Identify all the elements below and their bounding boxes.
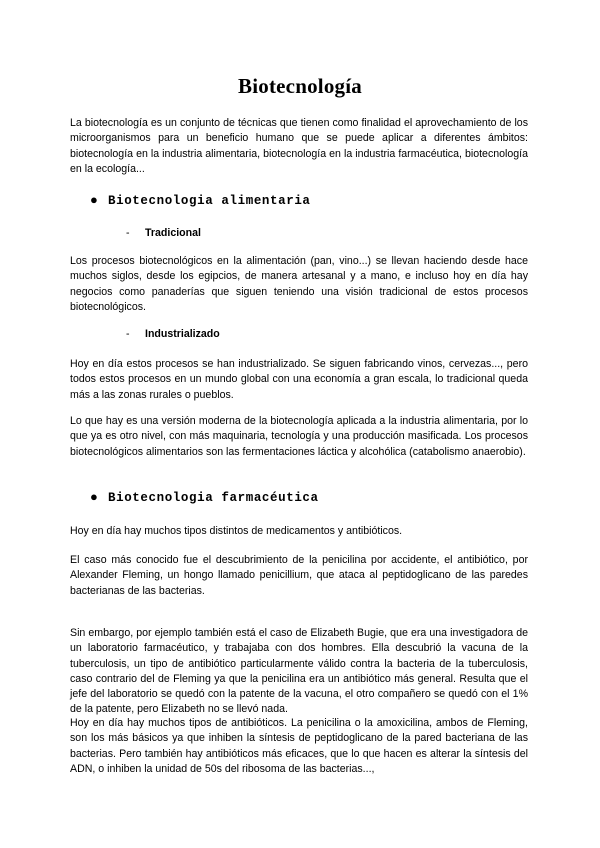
dash-marker: - xyxy=(126,227,130,239)
section-heading-alimentaria xyxy=(90,193,311,208)
paragraph-farmaceutica-3: Sin embargo, por ejemplo también está el caso de Elizabeth Bugie, que era una investigadora de un laboratorio farmacéutico, y trabajaba con dos hombres. Ella descubrió la vacuna de la tuberculosis, un tipo de antibiótico particularmente válido contra la bacteria de la tuberculosis, caso contrario del de Fleming ya que la penicilina era un antibiótico más general. Resulta que el jefe del laboratorio se quedó con la patente de la vacuna, el otro compañero se quedó con el 1% de la patente, pero Elizabeth no se llevó nada. xyxy=(70,627,528,716)
bullet-icon: ● xyxy=(90,490,99,505)
section-heading-farmaceutica xyxy=(90,490,319,505)
subheading-label: Industrializado xyxy=(145,328,220,340)
paragraph-industrializado-2: Lo que hay es una versión moderna de la biotecnología aplicada a la industria alimentaria, por lo que ya es otro nivel, con más maquinaria, tecnología y una producción masificada. Los procesos biotecnológicos alimentarios son las fermentaciones láctica y alcohólica (catabolismo anaerobio). xyxy=(70,415,528,458)
intro-paragraph: La biotecnología es un conjunto de técnicas que tienen como finalidad el aprovechamiento de los microorganismos para un beneficio humano que se puede aplicar a diferentes ámbitos: biotecnología en la industria alimentaria, biotecnología en la industria farmacéutica, biotecnología en la ecología... xyxy=(70,117,528,175)
subheading-tradicional xyxy=(126,227,201,239)
page-title: Biotecnología xyxy=(238,74,362,98)
bullet-icon: ● xyxy=(90,193,99,208)
paragraph-industrializado-1: Hoy en día estos procesos se han industrializado. Se siguen fabricando vinos, cervezas..., pero todos estos procesos en un mundo global con una economía a gran escala, lo tradicional queda más a las zonas rurales o pueblos. xyxy=(70,358,528,401)
section-heading-label: Biotecnologia alimentaria xyxy=(108,194,311,208)
paragraph-tradicional: Los procesos biotecnológicos en la alimentación (pan, vino...) se llevan haciendo desde hace muchos siglos, desde los egipcios, de manera artesanal y a mano, e incluso hoy en día hay negocios como panaderías que siguen teniendo una visión tradicional de estos procesos biotecnológicos. xyxy=(70,255,528,313)
paragraph-farmaceutica-4: Hoy en día hay muchos tipos de antibióticos. La penicilina o la amoxicilina, ambos de Fleming, son los más básicos ya que inhiben la síntesis de peptidoglicano de la pared bacteriana de las bacterias. Pero también hay antibióticos más eficaces, que lo que hacen es alterar la síntesis del ADN, o inhiben la unidad de 50s del ribosoma de las bacterias..., xyxy=(70,717,528,775)
section-heading-label: Biotecnologia farmacéutica xyxy=(108,491,319,505)
subheading-industrializado xyxy=(126,328,220,340)
paragraph-farmaceutica-1: Hoy en día hay muchos tipos distintos de medicamentos y antibióticos. xyxy=(70,525,403,537)
dash-marker: - xyxy=(126,328,130,340)
subheading-label: Tradicional xyxy=(145,227,201,239)
paragraph-farmaceutica-2: El caso más conocido fue el descubrimiento de la penicilina por accidente, el antibiótico, por Alexander Fleming, un hongo llamado penicillium, que ataca al peptidoglicano de las paredes bacterianas de las bacterias. xyxy=(70,554,528,597)
